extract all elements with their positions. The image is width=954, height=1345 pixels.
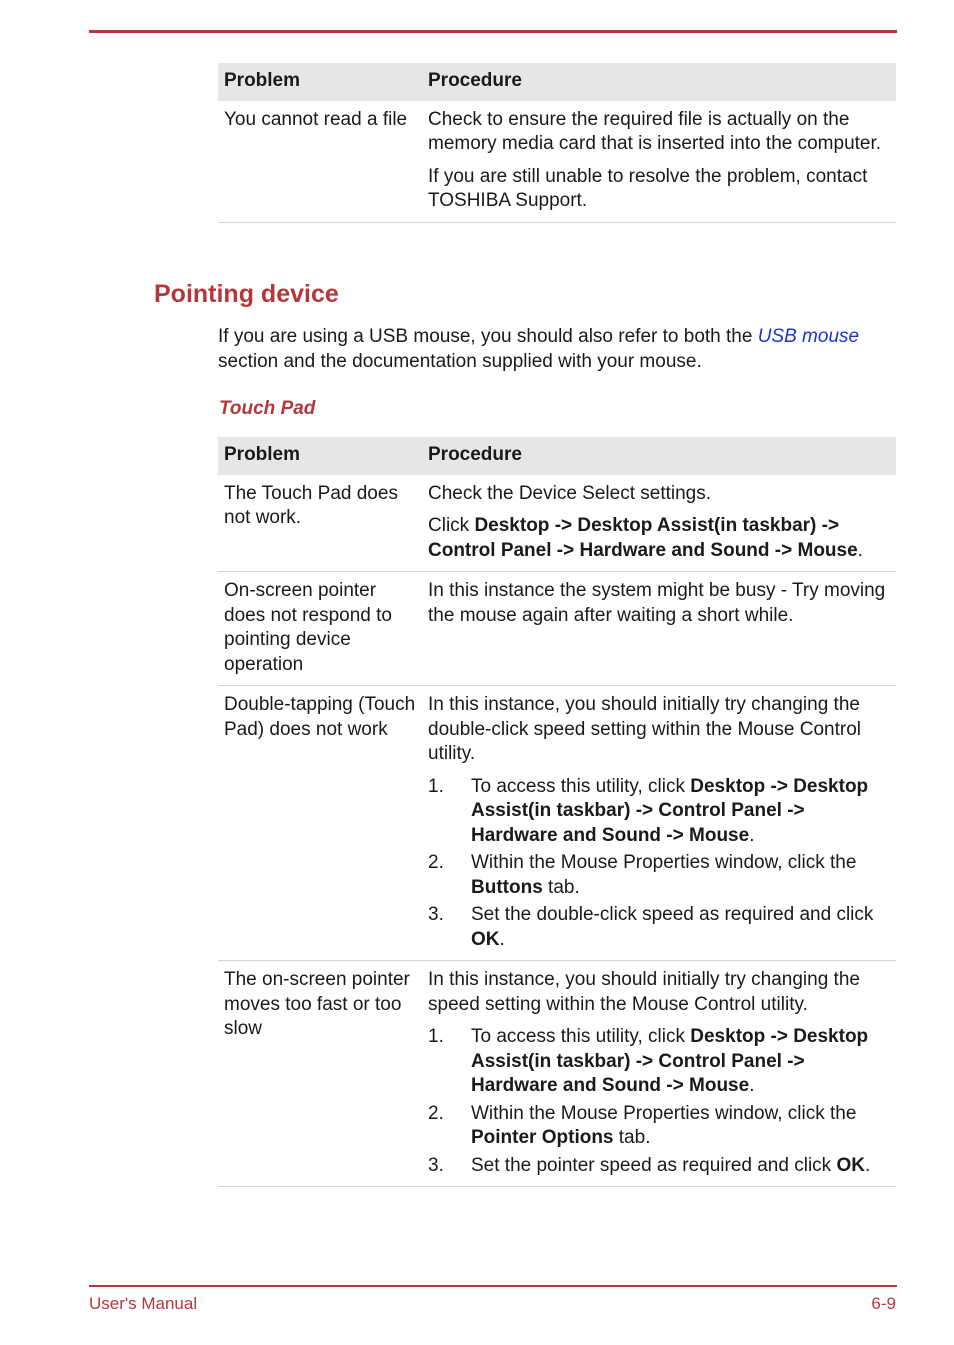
tab-name: Buttons: [471, 876, 543, 898]
procedure-cell: [422, 961, 896, 1187]
step-text-plain: .: [749, 1075, 755, 1096]
procedure-step: [428, 775, 890, 849]
problem-cell: You cannot read a file: [218, 101, 422, 223]
problem-cell: The on-screen pointer moves too fast or too slow: [218, 961, 422, 1187]
step-number: 2.: [428, 852, 444, 873]
problem-procedure-table-touch-pad: [218, 437, 896, 1187]
footer-document-title: User's Manual: [89, 1294, 198, 1313]
table-row: [218, 961, 896, 1187]
table-row: [218, 572, 896, 686]
column-header-problem: Problem: [218, 63, 422, 101]
step-number: 1.: [428, 1026, 444, 1047]
step-text-plain: tab.: [613, 1127, 651, 1148]
procedure-paragraph: Check to ensure the required file is actually on the memory media card that is inserted into the computer.: [428, 108, 882, 154]
step-text-plain: To access this utility, click: [471, 775, 691, 797]
step-text: [471, 903, 890, 952]
step-text: [471, 1102, 890, 1151]
menu-path: Desktop -> Desktop Assist(in taskbar) -> Control Panel -> Hardware and Sound -> Mouse: [471, 1026, 869, 1096]
header-rule: [89, 30, 897, 33]
procedure-paragraph: In this instance the system might be busy - Try moving the mouse again after waiting a short while.: [428, 580, 886, 626]
column-header-procedure: Procedure: [422, 63, 896, 101]
section-title: Pointing device: [154, 280, 339, 308]
procedure-steps: [428, 775, 890, 953]
subsection-title: Touch Pad: [219, 398, 316, 419]
problem-procedure-table-memory-card: [218, 63, 896, 223]
procedure-text: .: [857, 539, 863, 561]
procedure-cell: [422, 572, 896, 686]
step-text-plain: .: [864, 1154, 871, 1176]
step-text-plain: .: [749, 824, 755, 846]
step-text-plain: Within the Mouse Properties window, click the: [471, 852, 857, 873]
step-text-plain: .: [499, 928, 505, 950]
step-text: [471, 1025, 890, 1099]
procedure-steps: [428, 1025, 890, 1178]
button-name: OK: [836, 1154, 865, 1176]
menu-path: Desktop -> Desktop Assist(in taskbar) -> Control Panel -> Hardware and Sound -> Mouse: [428, 515, 858, 561]
step-text: [471, 775, 890, 849]
intro-text: If you are using a USB mouse, you should also refer to both the: [218, 326, 758, 347]
procedure-step: [428, 903, 890, 952]
section-intro: [218, 325, 878, 374]
step-number: 1.: [428, 775, 444, 797]
column-header-problem: Problem: [218, 437, 422, 475]
step-text-plain: Set the pointer speed as required and click: [471, 1154, 837, 1176]
step-text: [471, 851, 890, 900]
procedure-step: [428, 1102, 890, 1151]
procedure-paragraph: In this instance, you should initially try changing the speed setting within the Mouse Control utility.: [428, 969, 860, 1015]
procedure-cell: [422, 475, 896, 572]
step-text-plain: Set the double-click speed as required and click: [471, 904, 874, 925]
procedure-step: [428, 851, 890, 900]
procedure-paragraph: [428, 514, 890, 563]
step-number: 2.: [428, 1102, 444, 1124]
problem-cell: The Touch Pad does not work.: [218, 475, 422, 572]
problem-cell: Double-tapping (Touch Pad) does not work: [218, 686, 422, 961]
problem-cell: On-screen pointer does not respond to pointing device operation: [218, 572, 422, 686]
procedure-text: Click: [428, 515, 475, 536]
usb-mouse-link[interactable]: USB mouse: [757, 326, 860, 347]
menu-path: Desktop -> Desktop Assist(in taskbar) -> Control Panel -> Hardware and Sound -> Mouse: [471, 775, 869, 846]
table-header-row: [218, 437, 896, 475]
step-text-plain: Within the Mouse Properties window, click the: [471, 1102, 857, 1124]
table-row: [218, 686, 896, 961]
procedure-cell: [422, 101, 896, 223]
tab-name: Pointer Options: [471, 1127, 614, 1148]
column-header-procedure: Procedure: [422, 437, 896, 475]
procedure-paragraph: In this instance, you should initially try changing the double-click speed setting within the Mouse Control utility.: [428, 694, 862, 764]
step-text-plain: tab.: [542, 876, 580, 898]
procedure-cell: [422, 686, 896, 961]
step-number: 3.: [428, 1154, 444, 1176]
procedure-paragraph: Check the Device Select settings.: [428, 482, 712, 504]
step-number: 3.: [428, 904, 444, 925]
table-row: [218, 475, 896, 572]
procedure-step: [428, 1025, 890, 1099]
intro-text: section and the documentation supplied with your mouse.: [218, 350, 702, 372]
table-row: [218, 101, 896, 223]
step-text-plain: To access this utility, click: [471, 1026, 691, 1047]
table-header-row: [218, 63, 896, 101]
procedure-paragraph: If you are still unable to resolve the problem, contact TOSHIBA Support.: [428, 165, 868, 211]
footer-page-number: 6-9: [871, 1294, 896, 1313]
button-name: OK: [471, 928, 500, 950]
step-text: [471, 1154, 890, 1179]
footer-rule: [89, 1285, 897, 1287]
procedure-step: [428, 1154, 890, 1179]
